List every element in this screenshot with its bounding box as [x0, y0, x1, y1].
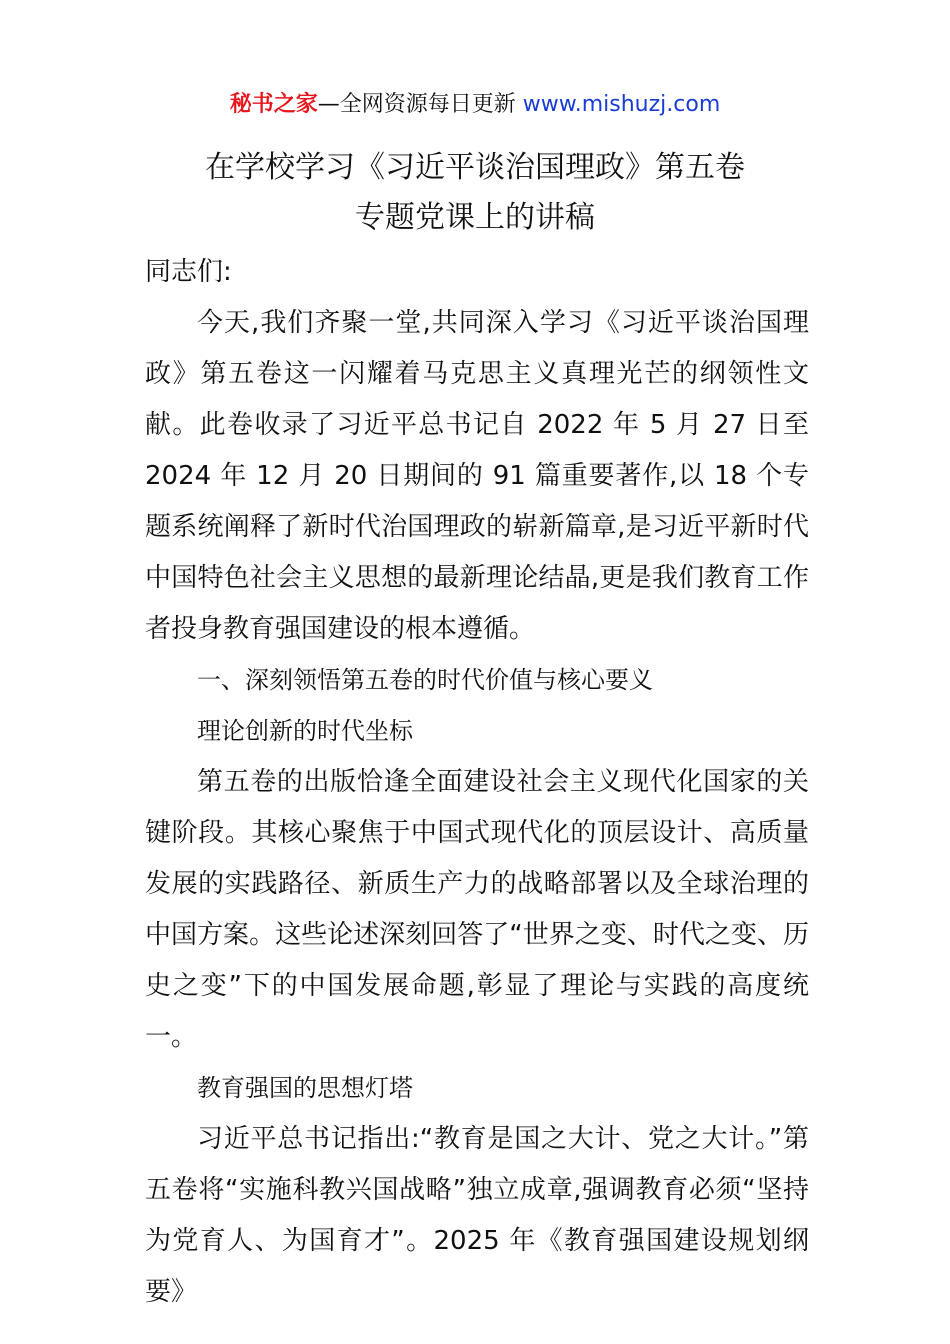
section-heading-1: 一、深刻领悟第五卷的时代价值与核心要义 [197, 666, 653, 694]
header-tagline: —全网资源每日更新 [317, 92, 516, 117]
salutation: 同志们: [145, 257, 232, 287]
document-title-line-1: 在学校学习《习近平谈治国理政》第五卷 [205, 150, 745, 185]
paragraph-intro: 今天,我们齐聚一堂,共同深入学习《习近平谈治国理政》第五卷这一闪耀着马克思主义真理光芒的纲领性文献。此卷收录了习近平总书记自 2022 年 5 月 27 日至 2024 年 12 月 20 日期间的 91 篇重要著作,以 18 个专题系统阐释了新时代治国理政的崭新篇章,是习近平新时代中国特色社会主义思想的最新理论结晶,更是我们教育工作者投身教育强国建设的根本遵循。 [145, 308, 809, 644]
subsection-heading-1: 理论创新的时代坐标 [197, 717, 413, 745]
document-title-line-2: 专题党课上的讲稿 [355, 200, 595, 235]
subsection-heading-2: 教育强国的思想灯塔 [197, 1074, 413, 1102]
brand-name: 秘书之家 [229, 92, 318, 117]
site-url-link[interactable]: www.mishuzj.com [522, 92, 721, 117]
site-header [0, 88, 950, 122]
document-body [145, 247, 809, 1318]
paragraph-theory: 第五卷的出版恰逢全面建设社会主义现代化国家的关键阶段。其核心聚焦于中国式现代化的顶层设计、高质量发展的实践路径、新质生产力的战略部署以及全球治理的中国方案。这些论述深刻回答了“世界之变、时代之变、历史之变”下的中国发展命题,彰显了理论与实践的高度统一。 [145, 767, 809, 1052]
paragraph-education: 习近平总书记指出:“教育是国之大计、党之大计。”第五卷将“实施科教兴国战略”独立成章,强调教育必须“坚持为党育人、为国育才”。2025 年《教育强国建设规划纲要》 [145, 1124, 809, 1307]
